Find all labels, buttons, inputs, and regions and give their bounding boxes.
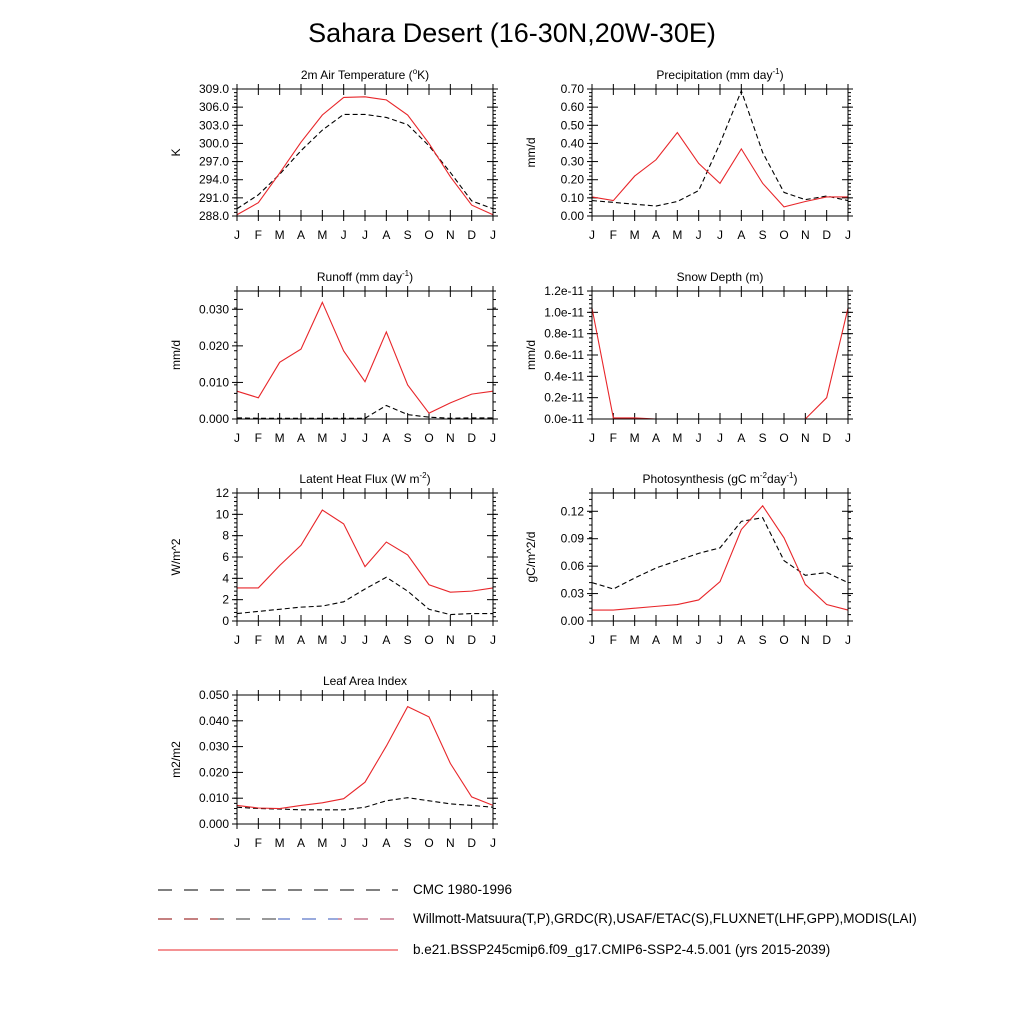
panel-title bbox=[323, 674, 407, 688]
x-tick-label: A bbox=[296, 633, 306, 647]
x-tick-label: M bbox=[317, 228, 328, 242]
y-tick-label: 291.0 bbox=[198, 190, 229, 205]
title-superscript: -2 bbox=[759, 471, 768, 480]
y-tick-label: 309.0 bbox=[198, 82, 229, 96]
x-tick-label: F bbox=[254, 836, 263, 850]
y-tick-label: 0.60 bbox=[560, 100, 584, 115]
x-tick-label: A bbox=[296, 228, 306, 242]
y-tick-label: 0.030 bbox=[198, 302, 229, 317]
x-tick-label: S bbox=[758, 431, 767, 445]
y-tick-label: 6 bbox=[222, 550, 229, 564]
x-tick-label: A bbox=[737, 633, 746, 647]
series-line-solid bbox=[592, 308, 848, 419]
y-tick-label: 0.06 bbox=[560, 559, 584, 574]
title-text: ) bbox=[426, 472, 431, 486]
y-tick-label: 0.03 bbox=[560, 586, 584, 601]
x-tick-label: D bbox=[822, 633, 832, 647]
chart-panel-4 bbox=[169, 471, 498, 647]
x-tick-label: J bbox=[340, 633, 347, 647]
title-text: day bbox=[767, 472, 787, 486]
x-tick-label: O bbox=[779, 431, 789, 445]
x-tick-label: M bbox=[317, 633, 328, 647]
series-line-dashed bbox=[592, 518, 848, 589]
x-tick-label: J bbox=[362, 633, 368, 647]
title-text: ) bbox=[409, 270, 414, 284]
y-tick-label: 0 bbox=[222, 614, 229, 628]
x-tick-label: J bbox=[234, 836, 240, 850]
plot-frame bbox=[592, 89, 848, 216]
x-tick-label: J bbox=[340, 431, 347, 445]
x-tick-label: A bbox=[651, 633, 661, 647]
x-tick-label: A bbox=[382, 836, 391, 850]
y-tick-label: 0.50 bbox=[560, 118, 584, 133]
y-tick-label: 0.8e-11 bbox=[544, 326, 584, 341]
title-superscript: -1 bbox=[786, 471, 794, 480]
x-tick-label: N bbox=[445, 228, 455, 242]
x-tick-label: A bbox=[737, 228, 746, 242]
x-tick-label: J bbox=[695, 228, 702, 242]
chart-panel-5 bbox=[524, 471, 853, 647]
y-tick-label: 1.2e-11 bbox=[544, 284, 584, 298]
panel-title bbox=[677, 270, 764, 284]
x-tick-label: O bbox=[779, 228, 789, 242]
x-tick-label: J bbox=[695, 431, 702, 445]
x-tick-label: F bbox=[254, 228, 263, 242]
y-tick-label: 300.0 bbox=[198, 136, 229, 151]
y-tick-label: 0.12 bbox=[560, 504, 584, 519]
x-tick-label: F bbox=[254, 633, 263, 647]
x-tick-label: M bbox=[672, 431, 683, 445]
y-tick-label: 0.000 bbox=[198, 412, 229, 426]
x-tick-label: M bbox=[274, 836, 285, 850]
x-tick-label: M bbox=[317, 431, 328, 445]
x-tick-label: O bbox=[424, 431, 434, 445]
x-tick-label: A bbox=[382, 228, 391, 242]
chart-panel-0 bbox=[169, 67, 498, 242]
figure-title: Sahara Desert (16-30N,20W-30E) bbox=[308, 18, 716, 48]
panel-title bbox=[317, 269, 413, 284]
x-tick-label: J bbox=[490, 431, 496, 445]
x-tick-label: A bbox=[382, 431, 391, 445]
title-text: Precipitation (mm day bbox=[656, 68, 773, 82]
y-axis-label: mm/d bbox=[524, 137, 538, 168]
plot-frame bbox=[592, 291, 848, 419]
x-tick-label: D bbox=[822, 431, 832, 445]
y-tick-label: 0.020 bbox=[198, 765, 229, 780]
x-tick-label: S bbox=[403, 633, 412, 647]
x-tick-label: S bbox=[403, 431, 412, 445]
x-tick-label: J bbox=[490, 633, 496, 647]
x-tick-label: D bbox=[467, 633, 477, 647]
x-tick-label: J bbox=[845, 228, 851, 242]
x-tick-label: J bbox=[234, 228, 240, 242]
y-tick-label: 0.00 bbox=[560, 614, 584, 628]
y-tick-label: 1.0e-11 bbox=[544, 305, 584, 320]
x-tick-label: J bbox=[589, 633, 595, 647]
x-tick-label: J bbox=[589, 431, 595, 445]
title-text: 2m Air Temperature ( bbox=[300, 68, 413, 82]
y-tick-label: 0.050 bbox=[198, 688, 229, 702]
chart-panel-2 bbox=[169, 269, 498, 445]
x-tick-label: F bbox=[609, 633, 618, 647]
title-text: Runoff (mm day bbox=[316, 270, 403, 284]
x-tick-label: A bbox=[382, 633, 391, 647]
x-tick-label: S bbox=[403, 836, 412, 850]
x-tick-label: J bbox=[234, 633, 240, 647]
x-tick-label: J bbox=[717, 633, 723, 647]
panel-title bbox=[299, 471, 430, 486]
y-tick-label: 294.0 bbox=[198, 172, 229, 187]
y-tick-label: 0.010 bbox=[198, 791, 229, 806]
x-tick-label: J bbox=[490, 836, 496, 850]
x-tick-label: D bbox=[467, 228, 477, 242]
x-tick-label: N bbox=[445, 431, 455, 445]
y-tick-label: 0.020 bbox=[198, 338, 229, 353]
x-tick-label: M bbox=[672, 633, 683, 647]
x-tick-label: M bbox=[274, 228, 285, 242]
y-tick-label: 0.40 bbox=[560, 136, 584, 151]
y-tick-label: 0.2e-11 bbox=[544, 390, 584, 405]
x-tick-label: A bbox=[651, 431, 661, 445]
y-tick-label: 10 bbox=[215, 507, 229, 522]
x-tick-label: S bbox=[758, 633, 767, 647]
chart-panel-6 bbox=[169, 674, 498, 850]
legend-swatch-solid bbox=[158, 941, 408, 961]
y-tick-label: 4 bbox=[222, 571, 229, 586]
legend-swatch-dashed-multicolor bbox=[158, 910, 408, 930]
x-tick-label: A bbox=[737, 431, 746, 445]
x-tick-label: J bbox=[362, 836, 368, 850]
y-axis-label: gC/m^2/d bbox=[524, 531, 538, 583]
legend-label-model: b.e21.BSSP245cmip6.f09_g17.CMIP6-SSP2-4.5.001 (yrs 2015-2039) bbox=[413, 942, 831, 957]
title-text: Snow Depth (m) bbox=[676, 270, 764, 284]
plot-frame bbox=[592, 493, 848, 621]
x-tick-label: M bbox=[274, 633, 285, 647]
legend-label-cmc: CMC 1980-1996 bbox=[413, 882, 513, 897]
y-tick-label: 0.09 bbox=[560, 531, 584, 546]
y-tick-label: 0.6e-11 bbox=[544, 348, 584, 362]
title-text: Leaf Area Index bbox=[322, 674, 408, 688]
title-superscript: o bbox=[412, 67, 418, 76]
title-text: Latent Heat Flux (W m bbox=[299, 472, 420, 486]
x-tick-label: M bbox=[629, 431, 640, 445]
x-tick-label: M bbox=[317, 836, 328, 850]
x-tick-label: J bbox=[362, 431, 368, 445]
chart-panel-1 bbox=[524, 67, 853, 242]
x-tick-label: F bbox=[609, 228, 618, 242]
y-axis-label: mm/d bbox=[169, 340, 183, 370]
y-axis-label: K bbox=[169, 148, 183, 157]
y-tick-label: 303.0 bbox=[198, 118, 229, 133]
x-tick-label: F bbox=[254, 431, 263, 445]
x-tick-label: M bbox=[274, 431, 285, 445]
x-tick-label: N bbox=[800, 431, 810, 445]
x-tick-label: F bbox=[609, 431, 618, 445]
title-superscript: -1 bbox=[402, 269, 410, 278]
x-tick-label: D bbox=[822, 228, 832, 242]
legend-swatch-dashed bbox=[158, 881, 408, 901]
x-tick-label: O bbox=[424, 836, 434, 850]
series-line-dashed bbox=[592, 91, 848, 206]
series-line-dashed bbox=[237, 577, 493, 614]
y-tick-label: 0.10 bbox=[560, 190, 584, 205]
y-tick-label: 297.0 bbox=[198, 154, 229, 169]
x-tick-label: M bbox=[629, 633, 640, 647]
series-line-solid bbox=[237, 707, 493, 809]
y-tick-label: 0.70 bbox=[560, 82, 584, 96]
y-tick-label: 0.20 bbox=[560, 172, 584, 187]
y-tick-label: 0.00 bbox=[560, 209, 584, 223]
series-line-solid bbox=[592, 506, 848, 610]
plot-frame bbox=[237, 89, 493, 216]
x-tick-label: O bbox=[779, 633, 789, 647]
title-text: Photosynthesis (gC m bbox=[642, 472, 760, 486]
title-text: ) bbox=[779, 68, 784, 82]
x-tick-label: N bbox=[800, 228, 810, 242]
plot-frame bbox=[237, 291, 493, 419]
series-line-solid bbox=[237, 510, 493, 592]
title-text: K) bbox=[417, 68, 430, 82]
x-tick-label: J bbox=[717, 228, 723, 242]
y-tick-label: 0.4e-11 bbox=[544, 369, 584, 384]
y-tick-label: 2 bbox=[222, 592, 229, 607]
y-tick-label: 0.010 bbox=[198, 375, 229, 390]
y-axis-label: mm/d bbox=[524, 340, 538, 370]
y-tick-label: 306.0 bbox=[198, 100, 229, 115]
panel-title bbox=[301, 67, 429, 82]
x-tick-label: O bbox=[424, 228, 434, 242]
y-tick-label: 0.0e-11 bbox=[544, 412, 584, 426]
y-tick-label: 0.040 bbox=[198, 713, 229, 728]
x-tick-label: O bbox=[424, 633, 434, 647]
x-tick-label: S bbox=[758, 228, 767, 242]
y-tick-label: 0.030 bbox=[198, 739, 229, 754]
plot-frame bbox=[237, 493, 493, 621]
title-superscript: -1 bbox=[772, 67, 780, 76]
y-tick-label: 288.0 bbox=[198, 209, 229, 223]
legend-label-obs: Willmott-Matsuura(T,P),GRDC(R),USAF/ETAC(S),FLUXNET(LHF,GPP),MODIS(LAI) bbox=[413, 911, 917, 926]
y-axis-label: W/m^2 bbox=[169, 538, 183, 576]
x-tick-label: J bbox=[845, 633, 851, 647]
x-tick-label: J bbox=[340, 836, 347, 850]
y-tick-label: 0.30 bbox=[560, 154, 584, 169]
title-superscript: -2 bbox=[419, 471, 427, 480]
panel-title bbox=[656, 67, 783, 82]
x-tick-label: J bbox=[845, 431, 851, 445]
chart-panel-3 bbox=[524, 270, 853, 445]
x-tick-label: A bbox=[296, 836, 306, 850]
x-tick-label: J bbox=[490, 228, 496, 242]
x-tick-label: J bbox=[362, 228, 368, 242]
y-tick-label: 8 bbox=[222, 528, 229, 543]
y-axis-label: m2/m2 bbox=[169, 741, 183, 778]
x-tick-label: D bbox=[467, 431, 477, 445]
panel-title bbox=[643, 471, 798, 486]
x-tick-label: N bbox=[800, 633, 810, 647]
y-tick-label: 0.000 bbox=[198, 817, 229, 831]
title-text: ) bbox=[793, 472, 798, 486]
x-tick-label: A bbox=[651, 228, 661, 242]
x-tick-label: A bbox=[296, 431, 306, 445]
x-tick-label: M bbox=[629, 228, 640, 242]
x-tick-label: S bbox=[403, 228, 412, 242]
x-tick-label: J bbox=[234, 431, 240, 445]
x-tick-label: J bbox=[695, 633, 702, 647]
x-tick-label: N bbox=[445, 836, 455, 850]
x-tick-label: D bbox=[467, 836, 477, 850]
x-tick-label: J bbox=[717, 431, 723, 445]
series-line-solid bbox=[237, 302, 493, 413]
series-line-dashed bbox=[237, 114, 493, 208]
y-tick-label: 12 bbox=[215, 486, 229, 500]
x-tick-label: M bbox=[672, 228, 683, 242]
x-tick-label: J bbox=[340, 228, 347, 242]
x-tick-label: J bbox=[589, 228, 595, 242]
x-tick-label: N bbox=[445, 633, 455, 647]
